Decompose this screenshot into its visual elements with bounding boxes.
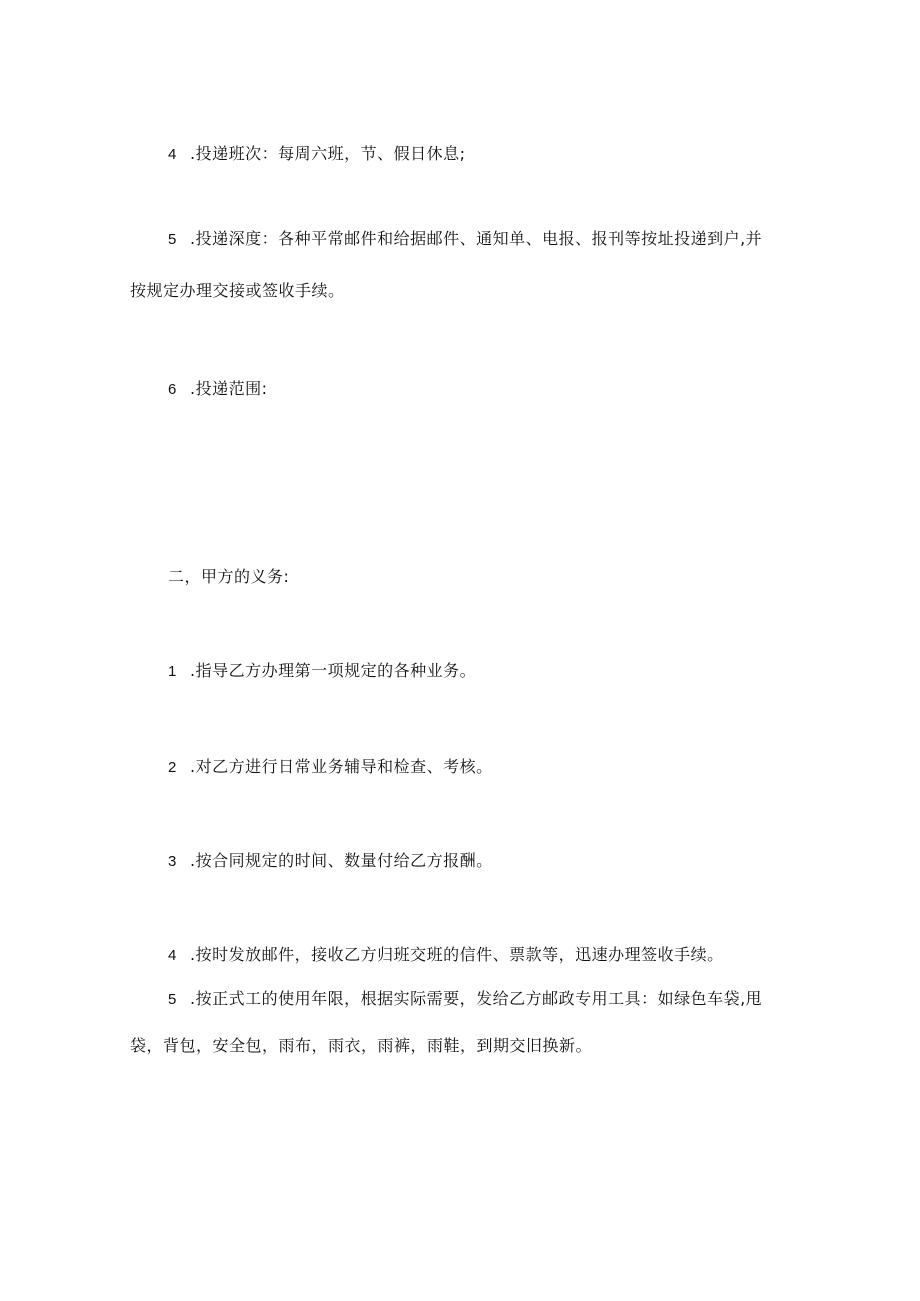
obligation-4 [168, 944, 724, 967]
clause-separator: . [190, 144, 196, 163]
section-heading-party-a-obligations [168, 566, 289, 588]
clause-separator: . [190, 229, 196, 248]
obligation-3 [168, 850, 493, 873]
clause-text: 按合同规定的时间、数量付给乙方报酬。 [195, 851, 493, 870]
clause-number: 4 [168, 146, 177, 163]
clause-number: 6 [168, 381, 177, 398]
obligation-5-continuation [130, 1035, 592, 1057]
clause-text: 投递班次：每周六班，节、假日休息; [195, 144, 466, 163]
clause-number: 2 [168, 759, 177, 776]
clause-text: 按规定办理交接或签收手续。 [130, 281, 345, 300]
clause-number: 5 [168, 991, 177, 1008]
clause-number: 5 [168, 231, 177, 248]
clause-text: 袋，背包，安全包，雨布，雨衣，雨裤，雨鞋，到期交旧换新。 [130, 1036, 593, 1055]
clause-separator: . [190, 851, 196, 870]
clause-text: 指导乙方办理第一项规定的各种业务。 [195, 661, 477, 680]
clause-5-continuation [130, 280, 345, 302]
clause-text: 按时发放邮件，接收乙方归班交班的信件、票款等，迅速办理签收手续。 [195, 945, 724, 964]
section-heading-text: 二，甲方的义务: [168, 567, 290, 586]
clause-number: 1 [168, 663, 177, 680]
clause-text: 投递深度：各种平常邮件和给据邮件、通知单、电报、报刊等按址投递到户,并 [195, 229, 763, 248]
clause-6-delivery-scope [168, 378, 268, 401]
clause-text: 对乙方进行日常业务辅导和检查、考核。 [195, 757, 493, 776]
clause-text: 投递范围: [195, 379, 268, 398]
clause-text: 按正式工的使用年限，根据实际需要，发给乙方邮政专用工具：如绿色车袋,甩 [195, 989, 763, 1008]
clause-separator: . [190, 989, 196, 1008]
clause-number: 4 [168, 947, 177, 964]
clause-5-delivery-depth [168, 228, 762, 251]
obligation-2 [168, 756, 493, 779]
clause-4-delivery-shifts [168, 143, 466, 166]
clause-separator: . [190, 661, 196, 680]
clause-separator: . [190, 757, 196, 776]
obligation-5 [168, 988, 762, 1011]
obligation-1 [168, 660, 476, 683]
clause-number: 3 [168, 853, 177, 870]
clause-separator: . [190, 379, 196, 398]
clause-separator: . [190, 945, 196, 964]
